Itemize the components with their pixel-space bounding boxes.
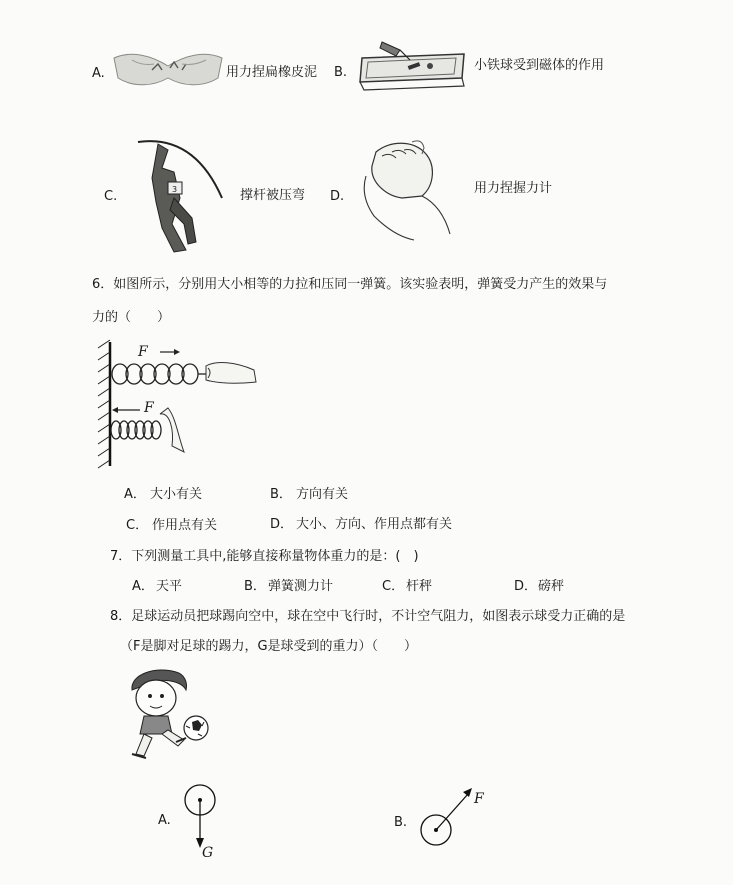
q7-option-b-label: B． — [244, 579, 266, 594]
q7-stem: 7．下列测量工具中,能够直接称量物体重力的是：( ) — [110, 549, 419, 564]
q6-stem-line1: 6．如图所示，分别用大小相等的力拉和压同一弹簧。该实验表明，弹簧受力产生的效果与 — [92, 277, 608, 292]
q5-option-d-text: 用力捏握力计 — [474, 181, 553, 196]
hands-pressing-clay-image — [112, 48, 224, 92]
q7-option-b-text: 弹簧测力计 — [268, 579, 334, 594]
hand-gripping-dynamometer-image — [356, 136, 456, 246]
spring-experiment-figure — [96, 340, 266, 470]
q8-option-a-diagram — [180, 782, 220, 866]
q6-option-c-label: C． — [126, 518, 149, 533]
q5-option-c-label: C. — [104, 189, 118, 204]
q7-option-a-label: A． — [132, 579, 154, 594]
q8-option-b-force-label: F — [474, 791, 484, 807]
q7-option-c-label: C． — [382, 579, 405, 594]
q6-figure-force-label-top: F — [138, 344, 148, 360]
q5-option-d-label: D. — [330, 189, 345, 204]
q8-option-b-label: B. — [394, 815, 408, 830]
q6-option-b-label: B． — [270, 487, 292, 502]
q5-option-b-text: 小铁球受到磁体的作用 — [474, 58, 605, 73]
pole-vaulter-image — [134, 138, 234, 256]
q6-option-d-label: D． — [270, 517, 294, 532]
q6-option-a-text: 大小有关 — [150, 487, 203, 502]
q5-option-a-text: 用力捏扁橡皮泥 — [226, 65, 318, 80]
q7-option-d-text: 磅秤 — [538, 579, 565, 594]
q8-stem-line2: （F是脚对足球的踢力，G是球受到的重力）（ ） — [120, 639, 418, 654]
football-player-illustration — [126, 668, 216, 764]
q8-option-a-force-label: G — [202, 845, 214, 861]
q5-option-b-label: B. — [334, 65, 348, 80]
svg-text:3: 3 — [172, 185, 178, 194]
q8-option-a-label: A. — [158, 813, 171, 828]
q6-stem-line2: 力的（ ） — [92, 310, 171, 325]
q7-option-a-text: 天平 — [156, 579, 183, 594]
magnet-tray-image — [352, 36, 472, 92]
q5-option-c-text: 撑杆被压弯 — [240, 188, 306, 203]
q7-option-d-label: D． — [514, 579, 538, 594]
q6-option-c-text: 作用点有关 — [152, 518, 218, 533]
q6-option-d-text: 大小、方向、作用点都有关 — [296, 517, 453, 532]
q6-option-a-label: A． — [124, 487, 146, 502]
q7-option-c-text: 杆秤 — [406, 579, 433, 594]
q5-option-a-label: A. — [92, 66, 105, 81]
q6-option-b-text: 方向有关 — [296, 487, 349, 502]
q8-stem-line1: 8．足球运动员把球踢向空中，球在空中飞行时，不计空气阻力，如图表示球受力正确的是 — [110, 609, 626, 624]
q6-figure-force-label-bottom: F — [144, 400, 154, 416]
